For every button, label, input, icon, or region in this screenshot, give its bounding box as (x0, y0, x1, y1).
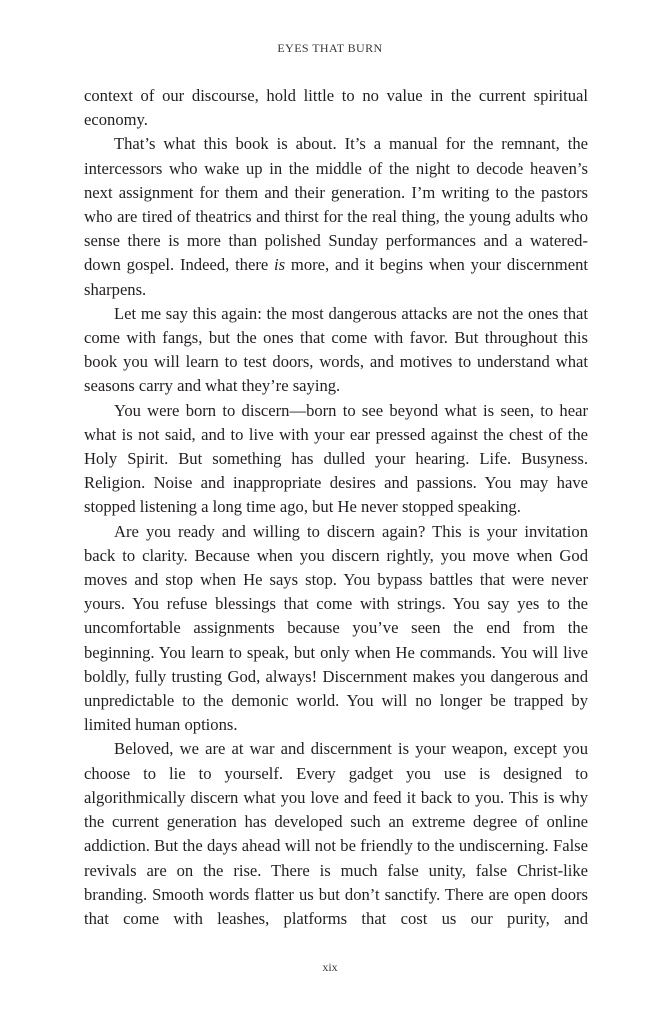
body-text (84, 84, 588, 931)
paragraph (84, 399, 588, 520)
paragraph-text: more, and it begins when your discernment sharpens. (84, 255, 588, 299)
page-number: xix (322, 960, 338, 974)
paragraph-emphasis: is (274, 255, 286, 275)
paragraph (84, 737, 588, 931)
paragraph-continued (84, 84, 588, 132)
paragraph-text: That’s what this book is about. It’s a manual for the remnant, the intercessors who wake up in the middle of the night to decode heaven’s next assignment for them and their generation. I’m writing to the pastors who are tired of theatrics and thirst for the real thing, the young adults who sense there is more than polished Sunday performances and a watered-down gospel. Indeed, there (84, 134, 588, 275)
running-head: EYES THAT BURN (277, 41, 383, 55)
paragraph (84, 132, 588, 301)
paragraph (84, 302, 588, 399)
paragraph-text: Beloved, we are at war and discernment is your weapon, except you choose to lie to yourself. Every gadget you use is designed to algorithmically discern what you love and feed it back to you. This is why the current generation has developed such an extreme degree of online addiction. But the days ahead will not be friendly to the undiscerning. False revivals are on the rise. There is much false unity, false Christ-like branding. Smooth words flatter us but don’t sanctify. There are open doors that come with leashes, platforms that cost us our purity, and (84, 739, 588, 928)
paragraph-text: Are you ready and willing to discern again? This is your invitation back to clarity. Because when you discern rightly, you move when God moves and stop when He says stop. You bypass battles that were never yours. You refuse blessings that come with strings. You say yes to the uncomfortable assignments because you’ve seen the end from the beginning. You learn to speak, but only when He commands. You will live boldly, fully trusting God, always! Discernment makes you dangerous and unpredictable to the demonic world. You will no longer be trapped by limited human options. (84, 521, 588, 735)
paragraph-text: You were born to discern—born to see beyond what is seen, to hear what is not said, and to live with your ear pressed against the chest of the Holy Spirit. But something has dulled your hearing. Life. Busyness. Religion. Noise and inappropriate desires and passions. You may have stopped listening a long time ago, but He never stopped speaking. (84, 400, 588, 517)
paragraph (84, 520, 588, 738)
paragraph-text: context of our discourse, hold little to no value in the current spiritual economy. (84, 86, 588, 130)
paragraph-text: Let me say this again: the most dangerous attacks are not the ones that come with fangs, but the ones that come with favor. But throughout this book you will learn to test doors, words, and motives to understand what seasons carry and what they’re saying. (84, 303, 588, 396)
